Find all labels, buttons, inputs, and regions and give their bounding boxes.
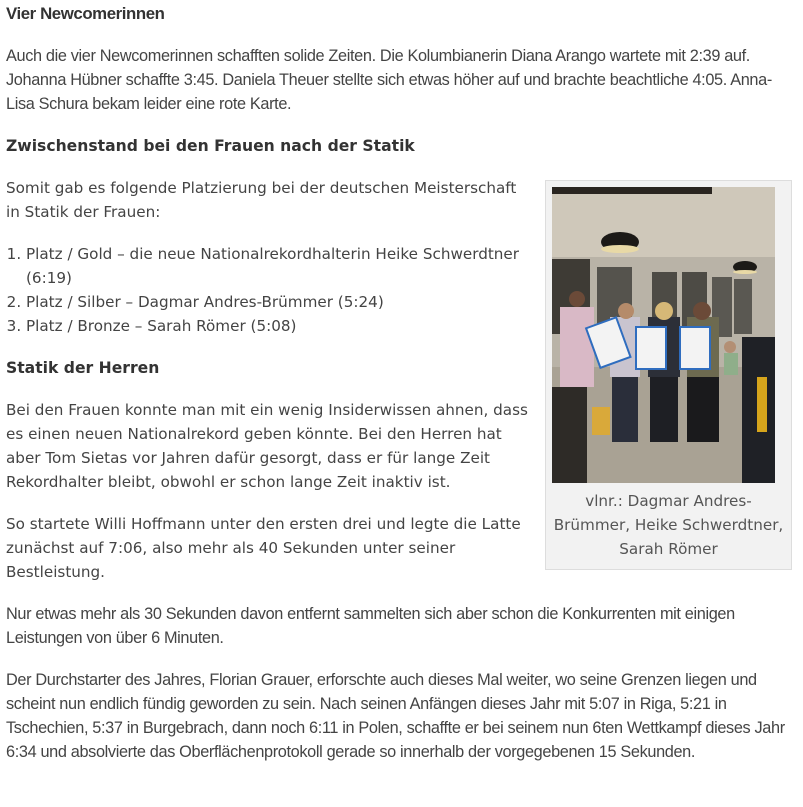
paragraph-men-3: Nur etwas mehr als 30 Sekunden davon entfernt sammelten sich aber schon die Konkurrenten mit einigen Leistungen von über 6 Minuten. [6,605,735,647]
paragraph-standings-intro: Somit gab es folgende Platzierung bei der deutschen Meisterschaft in Statik der Frauen: [6,179,517,221]
paragraph-newcomers: Auch die vier Newcomerinnen schafften solide Zeiten. Die Kolumbianerin Diana Arango wartete mit 2:39 auf. Johanna Hübner schaffte 3:45. Daniela Theuer stellte sich etwas höher auf und brachte beachtliche 4:05. Anna-Lisa Schura bekam leider eine rote Karte. [6,47,772,113]
paragraph-men-1: Bei den Frauen konnte man mit ein wenig Insiderwissen ahnen, dass es einen neuen Nationalrekord geben könnte. Bei den Herren hat aber Tom Sietas vor Jahren dafür gesorgt, dass er für lange Zeit Rekordhalter bleibt, obwohl er schon lange Zeit inaktiv ist. [6,401,528,491]
paragraph-men-2: So startete Willi Hoffmann unter den ersten drei und legte die Latte zunächst auf 7:06, also mehr als 40 Sekunden unter seiner Bestleistung. [6,515,521,581]
ranking-item: 1. Platz / Gold – die neue Nationalrekordhalterin Heike Schwerdtner (6:19) [26,242,531,290]
left-column [6,176,531,584]
award-photo-illustration [552,187,775,483]
ranking-list [6,242,531,338]
paragraph-men-4: Der Durchstarter des Jahres, Florian Grauer, erforschte auch dieses Mal weiter, wo seine Grenzen liegen und scheint nun endlich fündig geworden zu sein. Nach seinen Anfängen dieses Jahr mit 5:07 in Riga, 5:21 in Tschechien, 5:37 in Burgebrach, dann noch 6:11 in Polen, schaffte er bei seinem nun 6ten Wettkampf dieses Jahr 6:34 und absolvierte das Oberflächenprotokoll gerade so innerhalb der vorgegebenen 15 Sekunden. [6,671,785,761]
heading-newcomers: Vier Newcomerinnen [6,4,165,23]
award-photo[interactable] [552,187,775,483]
heading-men-static: Statik der Herren [6,359,160,377]
photo-figure [545,180,792,570]
photo-caption: vlnr.: Dagmar Andres-Brümmer, Heike Schwerdtner, Sarah Römer [553,492,784,558]
ranking-item: 3. Platz / Bronze – Sarah Römer (5:08) [26,314,531,338]
heading-women-standings: Zwischenstand bei den Frauen nach der Statik [6,137,415,155]
ranking-item: 2. Platz / Silber – Dagmar Andres-Brümmer (5:24) [26,290,531,314]
